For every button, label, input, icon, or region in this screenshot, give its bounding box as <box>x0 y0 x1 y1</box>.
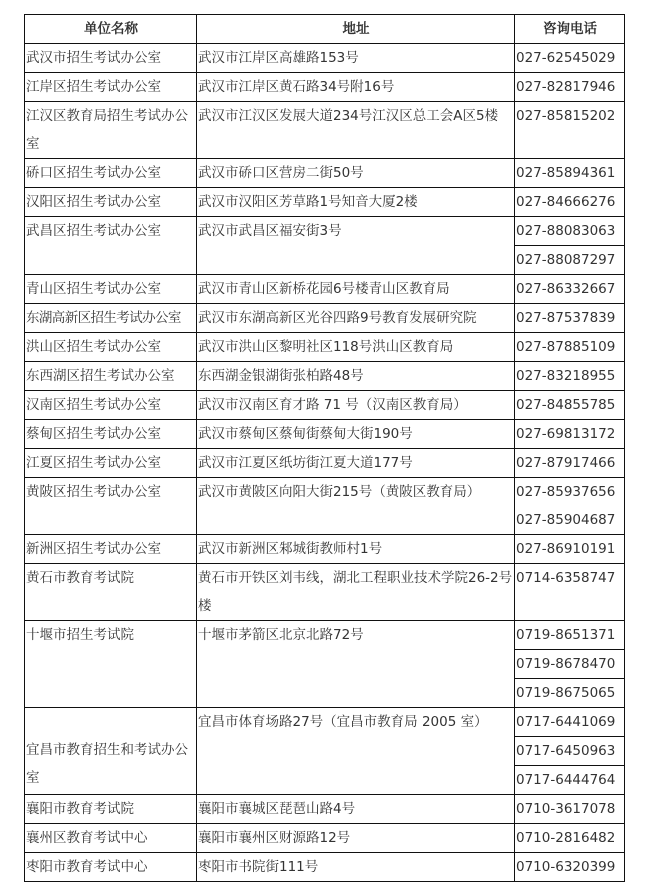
phone-cell: 0719-8678470 <box>515 650 625 679</box>
table-row <box>25 275 625 304</box>
phone-cell: 0717-6444764 <box>515 766 625 795</box>
phone-cell: 027-86910191 <box>515 535 625 564</box>
address-cell: 武汉市江夏区纸坊街江夏大道177号 <box>197 449 515 478</box>
unit-name-cell: 十堰市招生考试院 <box>25 621 197 708</box>
address-cell: 武汉市武昌区福安街3号 <box>197 217 515 275</box>
unit-name-cell: 青山区招生考试办公室 <box>25 275 197 304</box>
phone-cell: 027-82817946 <box>515 73 625 102</box>
phone-cell: 0717-6450963 <box>515 737 625 766</box>
table-row <box>25 217 625 246</box>
table-row <box>25 795 625 824</box>
table-row <box>25 362 625 391</box>
unit-name-cell: 洪山区招生考试办公室 <box>25 333 197 362</box>
unit-name-cell: 汉阳区招生考试办公室 <box>25 188 197 217</box>
table-row <box>25 333 625 362</box>
address-cell: 武汉市洪山区黎明社区118号洪山区教育局 <box>197 333 515 362</box>
table-row <box>25 391 625 420</box>
phone-cell: 027-83218955 <box>515 362 625 391</box>
phone-cell: 027-88087297 <box>515 246 625 275</box>
table-row <box>25 159 625 188</box>
phone-number: 027-85904687 <box>516 512 616 528</box>
address-cell: 襄阳市襄城区琵琶山路4号 <box>197 795 515 824</box>
table-row <box>25 44 625 73</box>
address-cell: 十堰市茅箭区北京北路72号 <box>197 621 515 708</box>
unit-name-cell: 东湖高新区招生考试办公室 <box>25 304 197 333</box>
address-cell: 武汉市汉南区育才路 71 号（汉南区教育局） <box>197 391 515 420</box>
address-cell: 武汉市硚口区营房二街50号 <box>197 159 515 188</box>
phone-cell: 027-87885109 <box>515 333 625 362</box>
phone-cell: 027-87917466 <box>515 449 625 478</box>
table-row <box>25 188 625 217</box>
unit-name-cell: 江岸区招生考试办公室 <box>25 73 197 102</box>
unit-name-cell: 硚口区招生考试办公室 <box>25 159 197 188</box>
phone-cell <box>515 478 625 535</box>
unit-name-cell: 枣阳市教育考试中心 <box>25 853 197 882</box>
phone-cell: 027-84666276 <box>515 188 625 217</box>
unit-name-cell: 黄石市教育考试院 <box>25 564 197 621</box>
phone-cell: 0710-2816482 <box>515 824 625 853</box>
unit-name-cell: 汉南区招生考试办公室 <box>25 391 197 420</box>
table-row <box>25 478 625 535</box>
phone-cell: 0719-8651371 <box>515 621 625 650</box>
phone-cell: 0710-6320399 <box>515 853 625 882</box>
table-row <box>25 102 625 159</box>
address-cell: 武汉市江岸区黄石路34号附16号 <box>197 73 515 102</box>
table-row <box>25 535 625 564</box>
phone-cell: 0714-6358747 <box>515 564 625 621</box>
table-row <box>25 420 625 449</box>
exam-office-contact-table <box>24 14 625 882</box>
header-phone: 咨询电话 <box>515 15 625 44</box>
phone-cell: 0717-6441069 <box>515 708 625 737</box>
table-row <box>25 621 625 650</box>
phone-cell: 027-87537839 <box>515 304 625 333</box>
address-cell: 黄石市开铁区刘韦线，湖北工程职业技术学院26-2号楼 <box>197 564 515 621</box>
phone-cell: 0719-8675065 <box>515 679 625 708</box>
unit-name-cell: 武昌区招生考试办公室 <box>25 217 197 275</box>
phone-cell: 027-85815202 <box>515 102 625 159</box>
phone-cell: 027-69813172 <box>515 420 625 449</box>
unit-name-cell: 黄陂区招生考试办公室 <box>25 478 197 535</box>
address-cell: 武汉市黄陂区向阳大街215号（黄陂区教育局） <box>197 478 515 535</box>
unit-name-cell: 宜昌市教育招生和考试办公室 <box>25 708 197 795</box>
unit-name-cell: 东西湖区招生考试办公室 <box>25 362 197 391</box>
table-header-row <box>25 15 625 44</box>
address-cell: 武汉市江汉区发展大道234号江汉区总工会A区5楼 <box>197 102 515 159</box>
table-row <box>25 304 625 333</box>
unit-name-cell: 襄阳市教育考试院 <box>25 795 197 824</box>
table-row <box>25 853 625 882</box>
phone-number: 027-85937656 <box>516 484 616 500</box>
phone-cell: 027-84855785 <box>515 391 625 420</box>
table-row <box>25 73 625 102</box>
unit-name-cell: 武汉市招生考试办公室 <box>25 44 197 73</box>
table-row <box>25 449 625 478</box>
address-cell: 武汉市东湖高新区光谷四路9号教育发展研究院 <box>197 304 515 333</box>
unit-name-cell: 新洲区招生考试办公室 <box>25 535 197 564</box>
phone-cell: 027-88083063 <box>515 217 625 246</box>
address-cell: 武汉市青山区新桥花园6号楼青山区教育局 <box>197 275 515 304</box>
address-cell: 武汉市蔡甸区蔡甸街蔡甸大街190号 <box>197 420 515 449</box>
table-row <box>25 824 625 853</box>
address-cell: 宜昌市体育场路27号（宜昌市教育局 2005 室） <box>197 708 515 795</box>
header-address: 地址 <box>197 15 515 44</box>
address-cell: 襄阳市襄州区财源路12号 <box>197 824 515 853</box>
phone-cell: 027-62545029 <box>515 44 625 73</box>
address-cell: 武汉市新洲区邾城街教师村1号 <box>197 535 515 564</box>
table-row <box>25 564 625 621</box>
address-cell: 武汉市江岸区高雄路153号 <box>197 44 515 73</box>
address-cell: 武汉市汉阳区芳草路1号知音大厦2楼 <box>197 188 515 217</box>
unit-name-cell: 江汉区教育局招生考试办公室 <box>25 102 197 159</box>
unit-name-cell: 襄州区教育考试中心 <box>25 824 197 853</box>
table-row <box>25 708 625 737</box>
unit-name-cell: 蔡甸区招生考试办公室 <box>25 420 197 449</box>
address-cell: 枣阳市书院街111号 <box>197 853 515 882</box>
phone-cell: 0710-3617078 <box>515 795 625 824</box>
unit-name-cell: 江夏区招生考试办公室 <box>25 449 197 478</box>
address-cell: 东西湖金银湖街张柏路48号 <box>197 362 515 391</box>
phone-cell: 027-86332667 <box>515 275 625 304</box>
header-unit-name: 单位名称 <box>25 15 197 44</box>
phone-cell: 027-85894361 <box>515 159 625 188</box>
